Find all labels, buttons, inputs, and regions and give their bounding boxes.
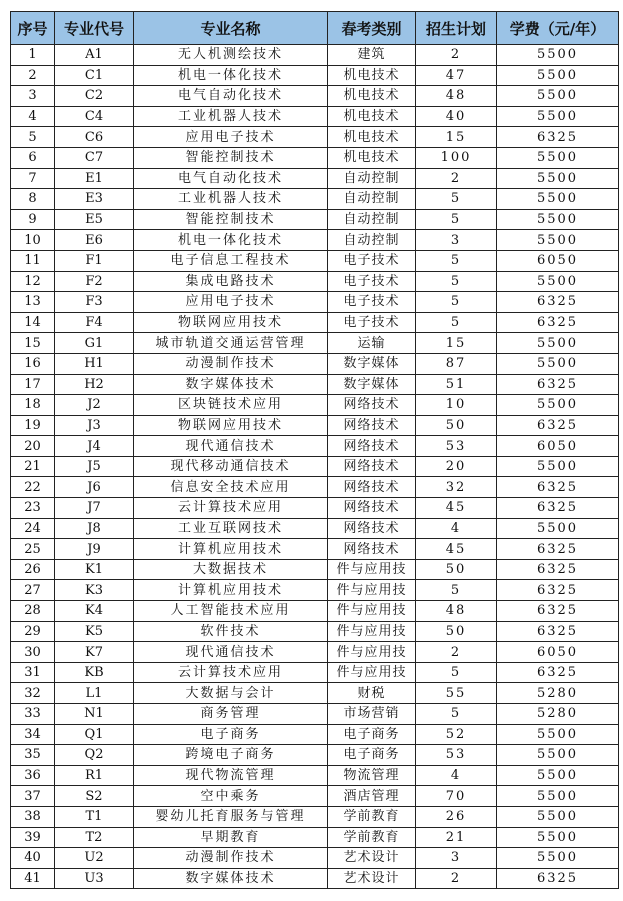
major-name: 动漫制作技术 [134, 848, 328, 869]
major-code: H1 [55, 353, 134, 374]
tuition-fee: 6325 [497, 312, 619, 333]
row-index: 40 [11, 848, 55, 869]
enrollment-count: 5 [416, 292, 497, 313]
tuition-fee: 6050 [497, 436, 619, 457]
major-code: J4 [55, 436, 134, 457]
exam-category: 网络技术 [328, 415, 416, 436]
table-row [11, 539, 619, 560]
enrollment-count: 15 [416, 333, 497, 354]
enrollment-count: 3 [416, 230, 497, 251]
row-index: 33 [11, 704, 55, 725]
major-code: J5 [55, 456, 134, 477]
enrollment-count: 87 [416, 353, 497, 374]
tuition-fee: 5500 [497, 806, 619, 827]
table-row [11, 642, 619, 663]
enrollment-count: 70 [416, 786, 497, 807]
tuition-fee: 5500 [497, 189, 619, 210]
enrollment-count: 15 [416, 127, 497, 148]
exam-category: 网络技术 [328, 395, 416, 416]
major-code: C7 [55, 147, 134, 168]
major-name: 无人机测绘技术 [134, 45, 328, 66]
row-index: 2 [11, 65, 55, 86]
header-enrollment-plan: 招生计划 [416, 12, 497, 45]
exam-category: 自动控制 [328, 209, 416, 230]
tuition-fee: 6325 [497, 868, 619, 889]
enrollment-count: 48 [416, 601, 497, 622]
tuition-fee: 6325 [497, 292, 619, 313]
exam-category: 数字媒体 [328, 353, 416, 374]
major-name: 机电一体化技术 [134, 230, 328, 251]
exam-category: 电子技术 [328, 312, 416, 333]
row-index: 37 [11, 786, 55, 807]
row-index: 24 [11, 518, 55, 539]
tuition-fee: 5500 [497, 271, 619, 292]
exam-category: 件与应用技 [328, 580, 416, 601]
exam-category: 电子商务 [328, 724, 416, 745]
tuition-fee: 5500 [497, 848, 619, 869]
row-index: 22 [11, 477, 55, 498]
table-row [11, 848, 619, 869]
enrollment-count: 47 [416, 65, 497, 86]
tuition-fee: 6325 [497, 539, 619, 560]
tuition-fee: 5500 [497, 65, 619, 86]
major-code: K1 [55, 559, 134, 580]
table-row [11, 456, 619, 477]
enrollment-count: 5 [416, 189, 497, 210]
exam-category: 自动控制 [328, 168, 416, 189]
major-code: J3 [55, 415, 134, 436]
exam-category: 艺术设计 [328, 848, 416, 869]
table-row [11, 621, 619, 642]
major-code: J9 [55, 539, 134, 560]
tuition-fee: 5500 [497, 827, 619, 848]
major-name: 计算机应用技术 [134, 539, 328, 560]
exam-category: 网络技术 [328, 436, 416, 457]
table-row [11, 745, 619, 766]
major-code: C2 [55, 86, 134, 107]
row-index: 35 [11, 745, 55, 766]
tuition-fee: 6050 [497, 642, 619, 663]
table-row [11, 250, 619, 271]
exam-category: 艺术设计 [328, 868, 416, 889]
row-index: 39 [11, 827, 55, 848]
major-name: 应用电子技术 [134, 292, 328, 313]
tuition-fee: 6325 [497, 580, 619, 601]
exam-category: 网络技术 [328, 498, 416, 519]
row-index: 17 [11, 374, 55, 395]
table-row [11, 127, 619, 148]
tuition-fee: 5500 [497, 395, 619, 416]
row-index: 16 [11, 353, 55, 374]
table-row [11, 333, 619, 354]
header-major-name: 专业名称 [134, 12, 328, 45]
major-name: 早期教育 [134, 827, 328, 848]
table-row [11, 498, 619, 519]
enrollment-table [10, 11, 619, 889]
exam-category: 网络技术 [328, 518, 416, 539]
enrollment-count: 50 [416, 415, 497, 436]
major-name: 区块链技术应用 [134, 395, 328, 416]
major-name: 婴幼儿托育服务与管理 [134, 806, 328, 827]
table-row [11, 45, 619, 66]
exam-category: 运输 [328, 333, 416, 354]
enrollment-count: 52 [416, 724, 497, 745]
tuition-fee: 5500 [497, 353, 619, 374]
enrollment-count: 4 [416, 518, 497, 539]
tuition-fee: 5500 [497, 106, 619, 127]
row-index: 10 [11, 230, 55, 251]
row-index: 25 [11, 539, 55, 560]
row-index: 15 [11, 333, 55, 354]
major-name: 电气自动化技术 [134, 168, 328, 189]
major-name: 云计算技术应用 [134, 662, 328, 683]
header-index: 序号 [11, 12, 55, 45]
enrollment-count: 45 [416, 498, 497, 519]
tuition-fee: 5500 [497, 333, 619, 354]
table-row [11, 786, 619, 807]
enrollment-count: 5 [416, 312, 497, 333]
major-name: 数字媒体技术 [134, 374, 328, 395]
major-code: L1 [55, 683, 134, 704]
major-name: 电气自动化技术 [134, 86, 328, 107]
major-name: 城市轨道交通运营管理 [134, 333, 328, 354]
tuition-fee: 5500 [497, 230, 619, 251]
major-name: 智能控制技术 [134, 147, 328, 168]
row-index: 12 [11, 271, 55, 292]
enrollment-count: 2 [416, 868, 497, 889]
row-index: 32 [11, 683, 55, 704]
enrollment-count: 40 [416, 106, 497, 127]
table-row [11, 436, 619, 457]
table-row [11, 168, 619, 189]
tuition-fee: 6050 [497, 250, 619, 271]
major-code: E3 [55, 189, 134, 210]
exam-category: 数字媒体 [328, 374, 416, 395]
enrollment-count: 2 [416, 168, 497, 189]
exam-category: 机电技术 [328, 65, 416, 86]
enrollment-count: 100 [416, 147, 497, 168]
table-row [11, 724, 619, 745]
major-name: 物联网应用技术 [134, 312, 328, 333]
row-index: 8 [11, 189, 55, 210]
table-row [11, 312, 619, 333]
major-code: U2 [55, 848, 134, 869]
row-index: 29 [11, 621, 55, 642]
major-code: K5 [55, 621, 134, 642]
row-index: 4 [11, 106, 55, 127]
major-name: 动漫制作技术 [134, 353, 328, 374]
exam-category: 网络技术 [328, 539, 416, 560]
enrollment-count: 50 [416, 621, 497, 642]
row-index: 27 [11, 580, 55, 601]
tuition-fee: 5500 [497, 45, 619, 66]
tuition-fee: 6325 [497, 498, 619, 519]
table-row [11, 704, 619, 725]
major-name: 计算机应用技术 [134, 580, 328, 601]
major-code: J8 [55, 518, 134, 539]
major-code: T1 [55, 806, 134, 827]
row-index: 34 [11, 724, 55, 745]
table-row [11, 477, 619, 498]
tuition-fee: 5500 [497, 518, 619, 539]
tuition-fee: 5280 [497, 683, 619, 704]
major-code: H2 [55, 374, 134, 395]
tuition-fee: 6325 [497, 601, 619, 622]
table-row [11, 106, 619, 127]
major-code: T2 [55, 827, 134, 848]
exam-category: 酒店管理 [328, 786, 416, 807]
enrollment-count: 21 [416, 827, 497, 848]
major-name: 大数据与会计 [134, 683, 328, 704]
enrollment-count: 2 [416, 45, 497, 66]
major-code: N1 [55, 704, 134, 725]
tuition-fee: 5500 [497, 724, 619, 745]
table-row [11, 147, 619, 168]
table-header [11, 12, 619, 45]
enrollment-count: 45 [416, 539, 497, 560]
enrollment-count: 5 [416, 209, 497, 230]
major-name: 机电一体化技术 [134, 65, 328, 86]
exam-category: 自动控制 [328, 189, 416, 210]
major-name: 人工智能技术应用 [134, 601, 328, 622]
major-code: F2 [55, 271, 134, 292]
tuition-fee: 6325 [497, 415, 619, 436]
major-name: 现代通信技术 [134, 642, 328, 663]
enrollment-count: 5 [416, 704, 497, 725]
exam-category: 学前教育 [328, 806, 416, 827]
table-row [11, 868, 619, 889]
tuition-fee: 6325 [497, 374, 619, 395]
table-body [11, 45, 619, 889]
exam-category: 件与应用技 [328, 559, 416, 580]
major-name: 工业互联网技术 [134, 518, 328, 539]
exam-category: 建筑 [328, 45, 416, 66]
tuition-fee: 5500 [497, 745, 619, 766]
major-name: 物联网应用技术 [134, 415, 328, 436]
table-row [11, 518, 619, 539]
major-code: A1 [55, 45, 134, 66]
header-exam-category: 春考类别 [328, 12, 416, 45]
enrollment-count: 10 [416, 395, 497, 416]
enrollment-count: 32 [416, 477, 497, 498]
enrollment-count: 3 [416, 848, 497, 869]
major-code: Q2 [55, 745, 134, 766]
exam-category: 件与应用技 [328, 601, 416, 622]
tuition-fee: 6325 [497, 559, 619, 580]
major-code: R1 [55, 765, 134, 786]
exam-category: 电子技术 [328, 250, 416, 271]
table-row [11, 662, 619, 683]
enrollment-count: 55 [416, 683, 497, 704]
exam-category: 机电技术 [328, 86, 416, 107]
enrollment-count: 53 [416, 745, 497, 766]
row-index: 21 [11, 456, 55, 477]
header-tuition: 学费（元/年） [497, 12, 619, 45]
row-index: 26 [11, 559, 55, 580]
row-index: 41 [11, 868, 55, 889]
tuition-fee: 6325 [497, 127, 619, 148]
table-row [11, 415, 619, 436]
row-index: 14 [11, 312, 55, 333]
enrollment-count: 51 [416, 374, 497, 395]
exam-category: 电子技术 [328, 292, 416, 313]
tuition-fee: 5500 [497, 168, 619, 189]
tuition-fee: 6325 [497, 662, 619, 683]
table-row [11, 189, 619, 210]
enrollment-count: 5 [416, 271, 497, 292]
table-row [11, 806, 619, 827]
major-name: 工业机器人技术 [134, 106, 328, 127]
major-name: 现代通信技术 [134, 436, 328, 457]
table-row [11, 601, 619, 622]
table-row [11, 765, 619, 786]
row-index: 28 [11, 601, 55, 622]
major-code: F3 [55, 292, 134, 313]
major-name: 云计算技术应用 [134, 498, 328, 519]
exam-category: 机电技术 [328, 127, 416, 148]
major-name: 应用电子技术 [134, 127, 328, 148]
row-index: 18 [11, 395, 55, 416]
exam-category: 网络技术 [328, 477, 416, 498]
major-code: KB [55, 662, 134, 683]
header-row [11, 12, 619, 45]
exam-category: 市场营销 [328, 704, 416, 725]
major-name: 跨境电子商务 [134, 745, 328, 766]
major-code: G1 [55, 333, 134, 354]
major-code: Q1 [55, 724, 134, 745]
table-row [11, 374, 619, 395]
major-code: C4 [55, 106, 134, 127]
row-index: 31 [11, 662, 55, 683]
exam-category: 机电技术 [328, 147, 416, 168]
row-index: 19 [11, 415, 55, 436]
table-row [11, 580, 619, 601]
table-row [11, 353, 619, 374]
major-code: E1 [55, 168, 134, 189]
major-code: E6 [55, 230, 134, 251]
major-code: F1 [55, 250, 134, 271]
table-row [11, 292, 619, 313]
major-code: J2 [55, 395, 134, 416]
exam-category: 电子技术 [328, 271, 416, 292]
major-code: J7 [55, 498, 134, 519]
tuition-fee: 5500 [497, 456, 619, 477]
enrollment-count: 5 [416, 662, 497, 683]
tuition-fee: 5500 [497, 209, 619, 230]
major-code: S2 [55, 786, 134, 807]
major-name: 工业机器人技术 [134, 189, 328, 210]
exam-category: 学前教育 [328, 827, 416, 848]
row-index: 38 [11, 806, 55, 827]
table-row [11, 559, 619, 580]
row-index: 23 [11, 498, 55, 519]
enrollment-count: 50 [416, 559, 497, 580]
major-code: E5 [55, 209, 134, 230]
major-code: C1 [55, 65, 134, 86]
table-row [11, 65, 619, 86]
major-name: 电子商务 [134, 724, 328, 745]
enrollment-count: 26 [416, 806, 497, 827]
major-code: C6 [55, 127, 134, 148]
major-code: K7 [55, 642, 134, 663]
table-row [11, 271, 619, 292]
major-name: 现代移动通信技术 [134, 456, 328, 477]
row-index: 6 [11, 147, 55, 168]
table-row [11, 86, 619, 107]
major-name: 商务管理 [134, 704, 328, 725]
row-index: 11 [11, 250, 55, 271]
major-code: K4 [55, 601, 134, 622]
major-name: 空中乘务 [134, 786, 328, 807]
row-index: 30 [11, 642, 55, 663]
exam-category: 机电技术 [328, 106, 416, 127]
enrollment-count: 5 [416, 580, 497, 601]
major-code: F4 [55, 312, 134, 333]
major-code: K3 [55, 580, 134, 601]
tuition-fee: 6325 [497, 621, 619, 642]
major-name: 信息安全技术应用 [134, 477, 328, 498]
major-name: 智能控制技术 [134, 209, 328, 230]
enrollment-count: 2 [416, 642, 497, 663]
exam-category: 电子商务 [328, 745, 416, 766]
tuition-fee: 6325 [497, 477, 619, 498]
table-row [11, 230, 619, 251]
exam-category: 网络技术 [328, 456, 416, 477]
exam-category: 件与应用技 [328, 621, 416, 642]
row-index: 36 [11, 765, 55, 786]
enrollment-count: 53 [416, 436, 497, 457]
enrollment-count: 5 [416, 250, 497, 271]
row-index: 7 [11, 168, 55, 189]
row-index: 20 [11, 436, 55, 457]
row-index: 3 [11, 86, 55, 107]
major-name: 数字媒体技术 [134, 868, 328, 889]
major-code: J6 [55, 477, 134, 498]
major-name: 电子信息工程技术 [134, 250, 328, 271]
tuition-fee: 5500 [497, 786, 619, 807]
exam-category: 物流管理 [328, 765, 416, 786]
row-index: 13 [11, 292, 55, 313]
table-row [11, 683, 619, 704]
enrollment-count: 4 [416, 765, 497, 786]
major-name: 软件技术 [134, 621, 328, 642]
tuition-fee: 5500 [497, 765, 619, 786]
row-index: 9 [11, 209, 55, 230]
tuition-fee: 5500 [497, 86, 619, 107]
major-name: 大数据技术 [134, 559, 328, 580]
enrollment-count: 20 [416, 456, 497, 477]
major-name: 集成电路技术 [134, 271, 328, 292]
enrollment-count: 48 [416, 86, 497, 107]
table-row [11, 209, 619, 230]
row-index: 1 [11, 45, 55, 66]
row-index: 5 [11, 127, 55, 148]
major-code: U3 [55, 868, 134, 889]
major-name: 现代物流管理 [134, 765, 328, 786]
exam-category: 自动控制 [328, 230, 416, 251]
table-row [11, 827, 619, 848]
exam-category: 件与应用技 [328, 662, 416, 683]
header-major-code: 专业代号 [55, 12, 134, 45]
tuition-fee: 5280 [497, 704, 619, 725]
tuition-fee: 5500 [497, 147, 619, 168]
exam-category: 件与应用技 [328, 642, 416, 663]
table-row [11, 395, 619, 416]
exam-category: 财税 [328, 683, 416, 704]
